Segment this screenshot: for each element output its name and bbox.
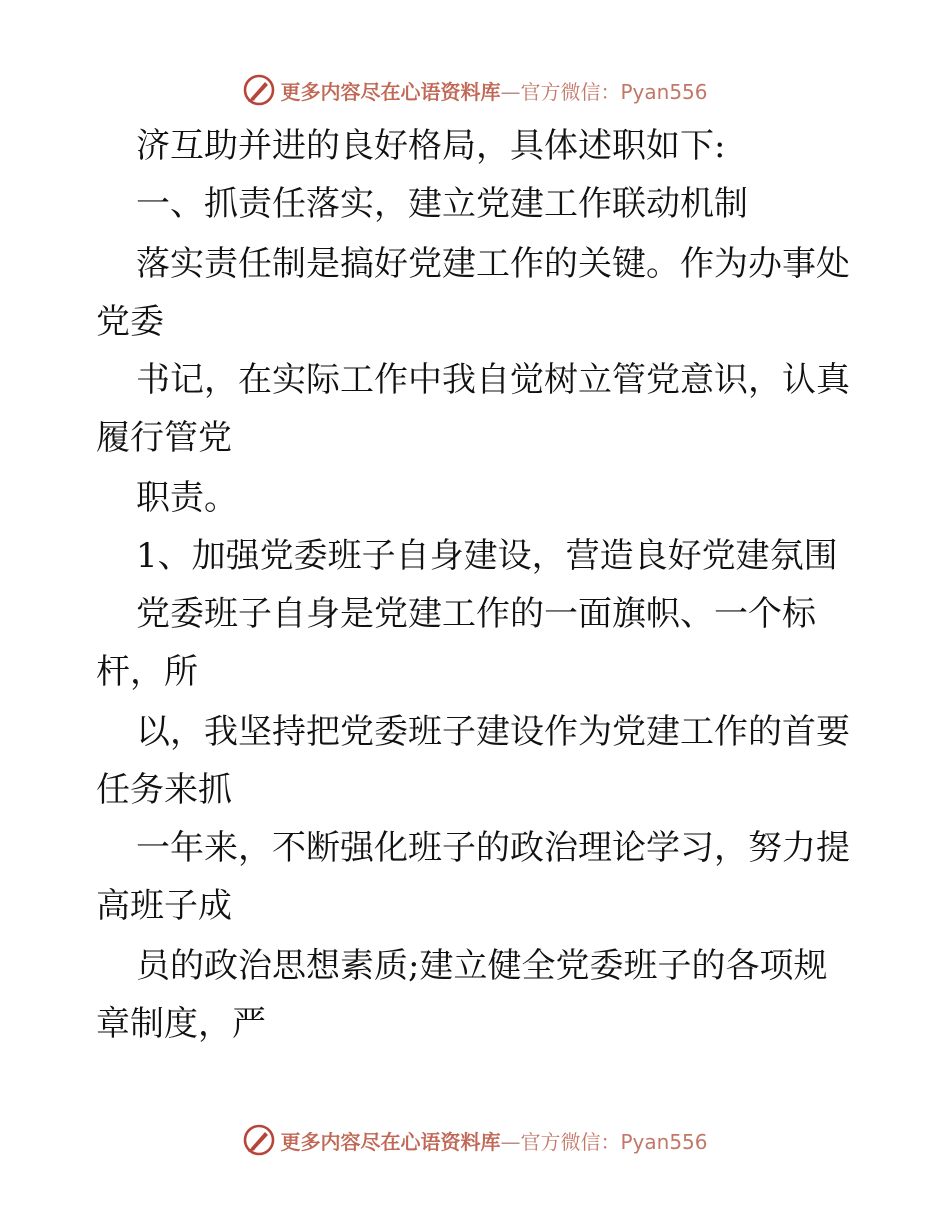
text-line: 书记，在实际工作中我自觉树立管党意识，认真 [136,360,850,400]
text-line: 落实责任制是搞好党建工作的关键。作为办事处 [136,244,850,284]
text-line: 履行管党 [96,418,232,458]
text-line: 一年来，不断强化班子的政治理论学习，努力提 [136,828,850,868]
text-line: 党委班子自身是党建工作的一面旗帜、一个标 [136,594,816,634]
banner-text: 更多内容尽在心语资料库—官方微信：Pyan556 [280,79,708,104]
section-heading: 一、抓责任落实，建立党建工作联动机制 [136,184,748,224]
footer-banner [0,1120,950,1160]
text-line: 以，我坚持把党委班子建设作为党建工作的首要 [136,712,850,752]
text-line: 济互助并进的良好格局，具体述职如下: [136,126,726,166]
text-line: 章制度，严 [96,1004,266,1044]
text-line: 党委 [96,302,164,342]
text-line: 任务来抓 [96,770,232,810]
subsection-heading: 1、加强党委班子自身建设，营造良好党建氛围 [136,536,838,576]
banner-text: 更多内容尽在心语资料库—官方微信：Pyan556 [280,1129,708,1154]
text-line: 职责。 [136,478,238,518]
header-banner [0,70,950,110]
pen-logo-icon [242,1123,276,1157]
text-line: 员的政治思想素质;建立健全党委班子的各项规 [136,946,828,986]
text-line: 高班子成 [96,886,232,926]
pen-logo-icon [242,73,276,107]
text-line: 杆，所 [96,652,198,692]
